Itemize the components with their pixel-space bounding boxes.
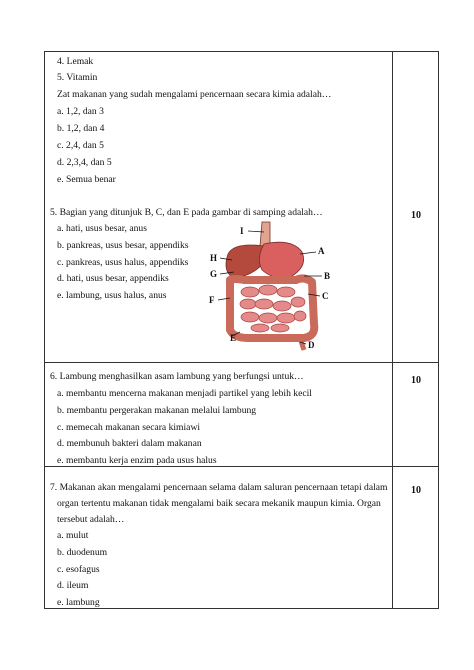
score-value: 10 <box>411 210 421 221</box>
figure-label-E: E <box>230 333 237 343</box>
answer-option: a. 1,2, dan 3 <box>57 106 104 117</box>
question-text: tersebut adalah… <box>57 514 125 525</box>
answer-option: a. hati, usus besar, anus <box>57 223 147 234</box>
figure-label-C: C <box>322 291 329 301</box>
score-value: 10 <box>411 375 421 386</box>
answer-option: d. hati, usus besar, appendiks <box>57 273 169 284</box>
answer-option: e. lambung, usus halus, anus <box>57 290 167 301</box>
stomach-shape <box>259 242 303 278</box>
answer-option: a. mulut <box>57 530 89 541</box>
question-text: 7. Makanan akan mengalami pencernaan selama dalam saluran pencernaan tetapi dalam <box>50 482 388 493</box>
answer-option: c. esofagus <box>57 564 100 575</box>
answer-option: e. membantu kerja enzim pada usus halus <box>57 455 217 466</box>
score-column-divider <box>392 51 393 609</box>
list-item: 4. Lemak <box>57 56 94 67</box>
answer-option: b. membantu pergerakan makanan melalui lambung <box>57 405 257 416</box>
question-text: organ tertentu makanan tidak mengalami baik secara mekanik maupun kimia. Organ <box>57 498 381 509</box>
answer-option: b. duodenum <box>57 547 108 558</box>
answer-option: c. pankreas, usus halus, appendiks <box>57 257 189 268</box>
answer-option: c. memecah makanan secara kimiawi <box>57 422 201 433</box>
row-divider-q6 <box>44 362 439 363</box>
answer-option: e. Semua benar <box>57 174 116 185</box>
answer-option: a. membantu mencerna makanan menjadi partikel yang lebih kecil <box>57 388 312 399</box>
answer-option: d. membunuh bakteri dalam makanan <box>57 438 202 449</box>
figure-label-I: I <box>240 226 244 236</box>
score-value: 10 <box>411 485 421 496</box>
answer-option: b. 1,2, dan 4 <box>57 123 105 134</box>
figure-label-F: F <box>209 295 215 305</box>
figure-background <box>204 220 346 352</box>
question-text: Zat makanan yang sudah mengalami pencernaan secara kimia adalah… <box>57 89 332 100</box>
figure-label-B: B <box>324 271 331 281</box>
answer-option: b. pankreas, usus besar, appendiks <box>57 240 189 251</box>
answer-option: c. 2,4, dan 5 <box>57 140 104 151</box>
list-item: 5. Vitamin <box>57 72 98 83</box>
question-text: 5. Bagian yang ditunjuk B, C, dan E pada gambar di samping adalah… <box>50 207 323 218</box>
figure-label-G: G <box>210 269 218 279</box>
answer-option: e. lambung <box>57 597 100 608</box>
answer-option: d. 2,3,4, dan 5 <box>57 157 112 168</box>
figure-label-H: H <box>210 253 218 263</box>
digestive-system-figure <box>204 220 346 352</box>
figure-label-A: A <box>318 246 325 256</box>
figure-label-D: D <box>308 340 315 350</box>
answer-option: d. ileum <box>57 580 89 591</box>
question-text: 6. Lambung menghasilkan asam lambung yang berfungsi untuk… <box>50 371 304 382</box>
